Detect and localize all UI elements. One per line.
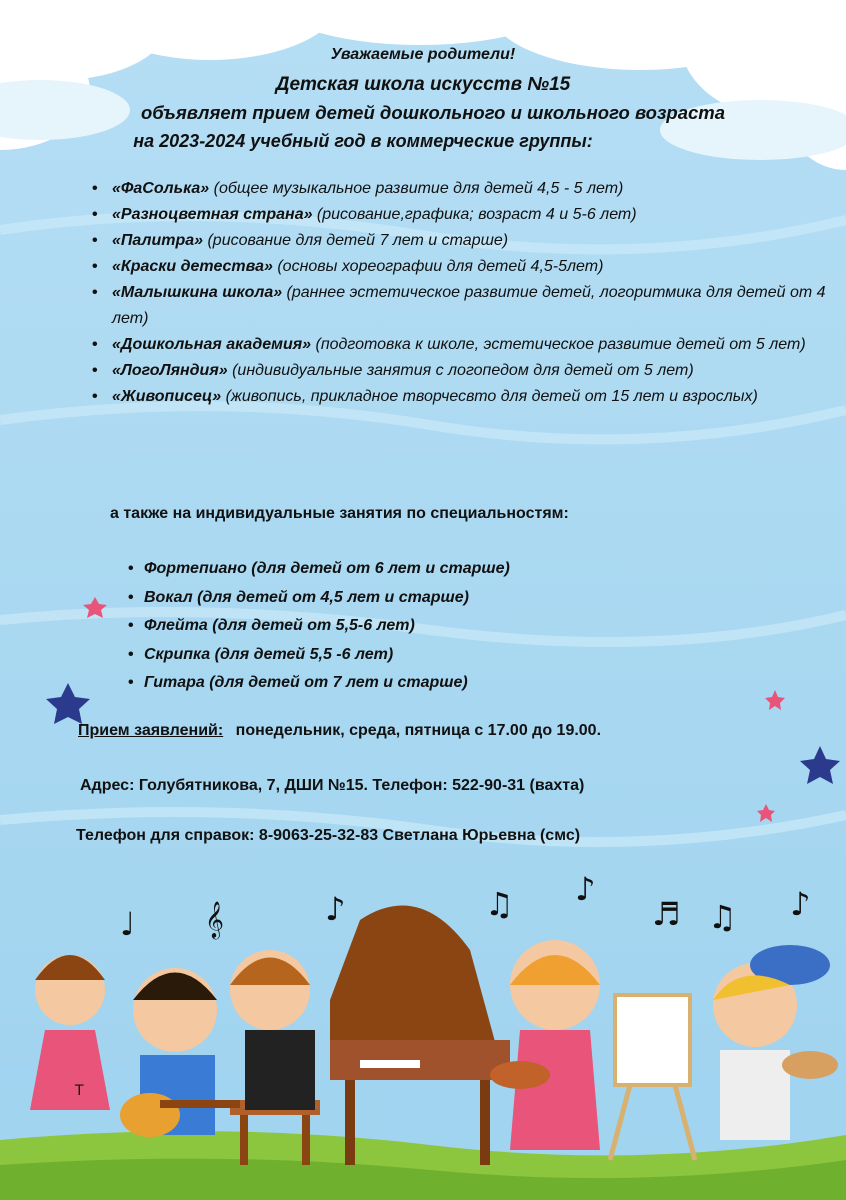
phone-line: Телефон для справок: 8-9063-25-32-83 Светлана Юрьевна (смс) <box>76 827 581 844</box>
list-item <box>92 332 832 358</box>
group-title: «ЛогоЛяндия» <box>112 362 228 379</box>
svg-text:♫: ♫ <box>485 885 514 923</box>
list-item <box>92 228 832 254</box>
school-title: Детская школа искусств №15 <box>275 74 571 95</box>
group-title: «Малышкина школа» <box>112 284 283 301</box>
address-line: Адрес: Голубятникова, 7, ДШИ №15. Телефон: 522-90-31 (вахта) <box>80 777 585 794</box>
list-item <box>92 254 832 280</box>
svg-text:♪: ♪ <box>790 885 811 923</box>
group-title: «Дошкольная академия» <box>112 336 312 353</box>
specialties-list <box>128 555 510 698</box>
group-description: (рисование,графика; возраст 4 и 5-6 лет) <box>312 206 637 223</box>
announcement-line: объявляет прием детей дошкольного и школьного возраста <box>140 102 726 123</box>
reception-hours <box>78 722 601 740</box>
svg-text:♩: ♩ <box>120 905 136 943</box>
individual-lessons-heading: а также на индивидуальные занятия по специальностям: <box>110 505 569 522</box>
group-description: (основы хореографии для детей 4,5-5лет) <box>272 258 604 275</box>
group-title: «Палитра» <box>112 232 204 249</box>
greeting: Уважаемые родители! <box>330 46 516 63</box>
group-description: (общее музыкальное развитие для детей 4,5 - 5 лет) <box>209 180 624 197</box>
list-item <box>92 384 832 410</box>
school-year-line: на 2023-2024 учебный год в коммерческие группы: <box>133 131 593 151</box>
group-description: (раннее эстетическое развитие детей, логоритмика для детей от 4 лет) <box>112 284 826 327</box>
list-item <box>92 280 832 332</box>
list-item: • Фортепиано (для детей от 6 лет и старше) <box>128 555 510 584</box>
list-item: • Гитара (для детей от 7 лет и старше) <box>128 669 510 698</box>
commercial-groups-list <box>92 176 832 410</box>
group-title: «ФаСолька» <box>112 180 210 197</box>
svg-text:♫: ♫ <box>708 898 737 936</box>
svg-text:♪: ♪ <box>325 890 346 928</box>
svg-text:T: T <box>75 1083 84 1099</box>
list-item <box>92 176 832 202</box>
reception-label: Прием заявлений: <box>78 722 224 739</box>
list-item: • Флейта (для детей от 5,5-6 лет) <box>128 612 510 641</box>
reception-text: понедельник, среда, пятница с 17.00 до 19.00. <box>235 722 602 739</box>
svg-text:♬: ♬ <box>652 895 681 933</box>
group-title: «Краски детества» <box>112 258 273 275</box>
group-description: (живопись, прикладное творчесвто для детей от 15 лет и взрослых) <box>221 388 758 405</box>
group-title: «Живописец» <box>112 388 222 405</box>
group-title: «Разноцветная страна» <box>112 206 313 223</box>
list-item: • Вокал (для детей от 4,5 лет и старше) <box>128 584 510 613</box>
group-description: (рисование для детей 7 лет и старше) <box>203 232 509 249</box>
list-item <box>92 202 832 228</box>
svg-text:𝄞: 𝄞 <box>205 900 224 938</box>
group-description: (индивидуальные занятия с логопедом для детей от 5 лет) <box>227 362 694 379</box>
list-item: • Скрипка (для детей 5,5 -6 лет) <box>128 641 510 670</box>
svg-text:♪: ♪ <box>575 870 596 908</box>
group-description: (подготовка к школе, эстетическое развитие детей от 5 лет) <box>311 336 806 353</box>
list-item <box>92 358 832 384</box>
